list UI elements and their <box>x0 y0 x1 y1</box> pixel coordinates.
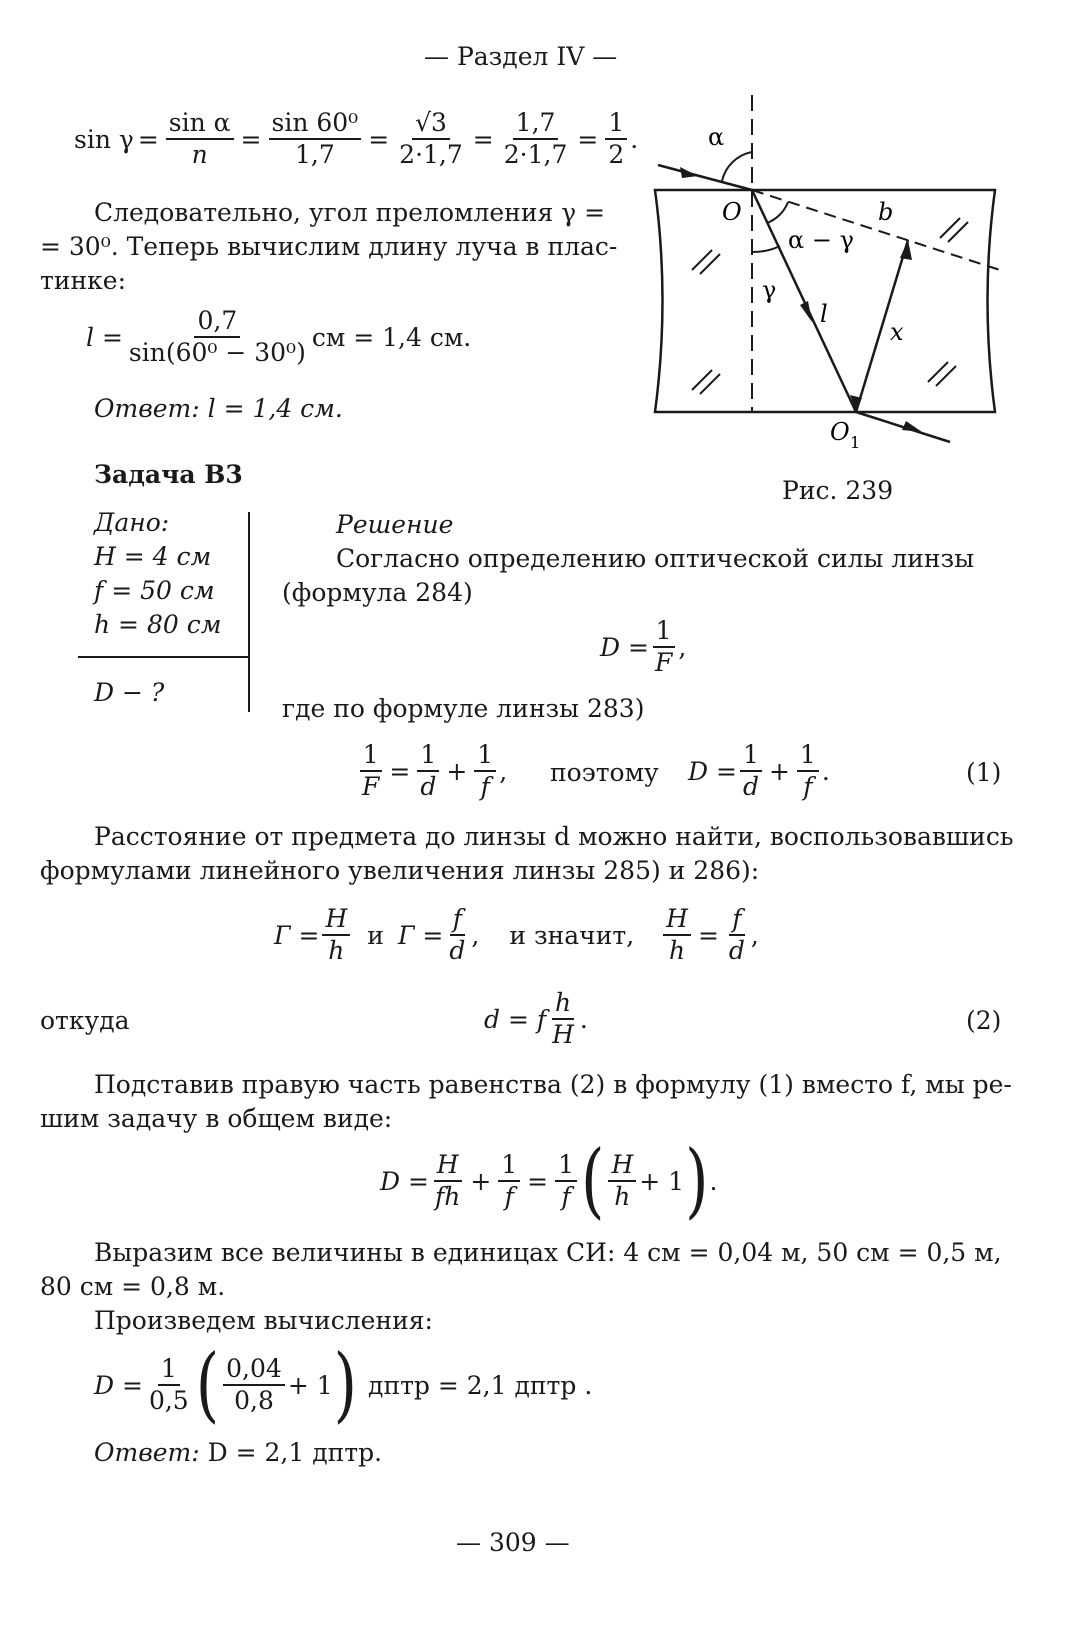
num: 1 <box>417 740 439 772</box>
text-line: (формула 284) <box>282 578 473 607</box>
den: n <box>191 140 208 169</box>
d-eq: d = f <box>484 1004 547 1034</box>
num: 1 <box>158 1354 180 1386</box>
text-line: Согласно определению оптической силы линзы <box>336 544 975 573</box>
lens-formula: $\frac{1}{F}$ = $\frac{1}{d}$ + $\frac{1}{f}$ , <box>356 740 507 802</box>
frac-half <box>605 108 627 170</box>
figure-caption: Рис. 239 <box>782 476 894 505</box>
frac-1-f <box>474 740 496 802</box>
solution-label: Решение <box>336 510 454 539</box>
num: h <box>552 988 574 1020</box>
num: H <box>322 904 350 936</box>
equation-number: (2) <box>966 1006 1002 1035</box>
frac-f-d <box>726 904 748 966</box>
frac-1-f <box>797 740 819 802</box>
answer-label: Ответ: <box>94 394 200 423</box>
den: 2·1,7 <box>399 140 463 169</box>
plus-one: + 1 <box>639 1166 685 1196</box>
num: H <box>608 1150 636 1182</box>
frac-1-d <box>417 740 439 802</box>
den: d <box>420 772 437 801</box>
den: sin(60⁰ − 30⁰) <box>128 338 306 367</box>
Gamma-eq: Г = <box>274 920 320 950</box>
angle-alpha-arc <box>722 152 752 181</box>
frac-f-d <box>446 904 468 966</box>
exit-ray <box>856 412 950 442</box>
frac-1-05 <box>146 1354 192 1416</box>
label-x: x <box>890 318 904 346</box>
sin-gamma-formula: sin γ = $\frac{\text{sin α}}{n}$ = $\frac{\text{sin 60⁰}}{1,7}$ = $\frac{√3}{2\cdot 1,7}$ = $\frac{1,7}{2\cdot 1,7}$ = $\frac{1}{2}$ . <box>74 108 639 169</box>
equation-number: (1) <box>966 758 1002 787</box>
answer-2 <box>94 1436 382 1470</box>
D-eq: D = <box>688 756 737 786</box>
page-number: — 309 — <box>456 1528 570 1557</box>
label-O1: O <box>830 418 850 446</box>
arrow-icon <box>902 421 922 432</box>
den: F <box>362 772 380 801</box>
num: √3 <box>412 108 450 140</box>
D-sum-formula: D = $\frac{1}{d}$ + $\frac{1}{f}$ . <box>688 740 830 801</box>
comma: , <box>678 632 687 662</box>
num: f <box>729 904 744 936</box>
magnification-formula: Г = $\frac{H}{h}$ и Г = $\frac{f}{d}$ , и значит, $\frac{H}{h}$ = $\frac{f}{d}$ , <box>274 904 759 965</box>
angle-alpha-gamma-arc <box>767 202 788 223</box>
text-line: Расстояние от предмета до линзы d можно найти, воспользовавшись <box>94 822 1014 851</box>
text-line: тинке: <box>40 266 126 295</box>
den: f <box>480 772 490 801</box>
den: 0,8 <box>234 1386 274 1415</box>
D-eq: D = <box>94 1370 143 1400</box>
calculation-formula: D = $\frac{1}{0,5}$ ( $\frac{0,04}{0,8}$ + 1 ) дптр = 2,1 дптр . <box>94 1337 593 1433</box>
sin-gamma: sin γ <box>74 124 134 154</box>
label-gamma: γ <box>762 276 777 304</box>
den: f <box>504 1182 514 1211</box>
num: 1 <box>653 616 675 648</box>
frac-h-H <box>549 988 577 1050</box>
l-formula <box>86 306 471 368</box>
calc-result: дптр = 2,1 дптр . <box>368 1370 593 1400</box>
given-item: f = 50 см <box>94 576 215 605</box>
given-vertical-divider <box>248 512 250 712</box>
den: h <box>614 1182 631 1211</box>
frac-H-fh <box>432 1150 463 1212</box>
text-line: формулами линейного увеличения линзы 285) и 286): <box>40 856 760 885</box>
num: f <box>450 904 465 936</box>
num: 1 <box>474 740 496 772</box>
given-item: H = 4 см <box>94 542 212 571</box>
frac-1-f <box>555 1150 577 1212</box>
given-divider <box>78 656 250 658</box>
l-right: см = 1,4 см. <box>311 322 472 352</box>
label-l: l <box>820 300 828 328</box>
den: h <box>328 936 345 965</box>
l-left: l = <box>86 322 123 352</box>
label-b: b <box>878 198 894 226</box>
text-line: Следовательно, угол преломления γ = <box>94 198 606 227</box>
label-O1-sub: 1 <box>850 433 861 452</box>
d-formula: d = f $\frac{h}{H}$ . <box>484 988 588 1049</box>
num: 1 <box>555 1150 577 1182</box>
text-line: = 30⁰. Теперь вычислим длину луча в плас- <box>40 232 618 261</box>
num: 1 <box>605 108 627 140</box>
answer-label: Ответ: <box>94 1438 200 1467</box>
whence-label: откуда <box>40 1006 130 1035</box>
therefore-label: поэтому <box>550 758 659 787</box>
frac-004-08 <box>223 1354 285 1416</box>
incident-ray <box>658 165 752 190</box>
frac-1-F <box>652 616 675 678</box>
num: H <box>663 904 691 936</box>
D-def-formula <box>600 616 686 678</box>
den: d <box>728 936 745 965</box>
task-title: Задача В3 <box>94 460 243 489</box>
and-label: и <box>367 920 384 950</box>
label-alpha-gamma: α − γ <box>788 226 854 254</box>
frac-H-h <box>663 904 691 966</box>
frac-1-f <box>498 1150 520 1212</box>
text-line: Подставив правую часть равенства (2) в формулу (1) вместо f, мы ре- <box>94 1070 1012 1099</box>
label-alpha: α <box>708 123 725 151</box>
den: 2·1,7 <box>503 140 568 169</box>
text-line: Произведем вычисления: <box>94 1306 433 1335</box>
den: fh <box>434 1182 461 1211</box>
den: f <box>561 1182 571 1211</box>
angle-gamma-arc <box>752 246 780 252</box>
den: f <box>803 772 813 801</box>
given-label: Дано: <box>94 508 170 537</box>
den: 1,7 <box>294 140 335 169</box>
num: H <box>434 1150 462 1182</box>
den: d <box>449 936 466 965</box>
answer-1 <box>94 392 343 426</box>
label-O: O <box>722 198 742 226</box>
num: 1 <box>360 740 382 772</box>
frac-H-h <box>608 1150 636 1212</box>
answer-value: D = 2,1 дптр. <box>207 1438 383 1467</box>
num: 1,7 <box>513 108 559 140</box>
num: sin 60⁰ <box>269 108 362 140</box>
num: 1 <box>740 740 762 772</box>
text-line: Выразим все величины в единицах СИ: 4 см = 0,04 м, 50 см = 0,5 м, <box>94 1238 1002 1267</box>
num: 0,04 <box>223 1354 285 1386</box>
frac-sin60 <box>269 108 362 170</box>
den: d <box>742 772 759 801</box>
refraction-diagram <box>640 90 1020 470</box>
frac-1-d <box>740 740 762 802</box>
text-line: 80 см = 0,8 м. <box>40 1272 226 1301</box>
answer-value: l = 1,4 см. <box>207 394 343 423</box>
den: F <box>654 648 673 677</box>
frac-H-h <box>322 904 350 966</box>
D-eq: D = <box>380 1166 429 1196</box>
den: 0,5 <box>148 1386 189 1415</box>
general-formula: D = $\frac{H}{fh}$ + $\frac{1}{f}$ = $\frac{1}{f}$ ( $\frac{H}{h}$ + 1 ) . <box>380 1133 718 1229</box>
and-thus-label: и значит, <box>509 920 635 950</box>
num: sin α <box>166 108 234 140</box>
Gamma-eq: Г = <box>397 920 444 950</box>
plus-one: + 1 <box>287 1370 333 1400</box>
den: h <box>668 936 686 965</box>
text-line: где по формуле линзы 283) <box>282 694 645 723</box>
den: 2 <box>608 140 625 169</box>
frac-17 <box>501 108 571 170</box>
given-item: h = 80 см <box>94 610 222 639</box>
frac-sqrt3 <box>396 108 466 170</box>
frac-sina-n <box>166 108 234 170</box>
arrow-icon <box>680 167 698 178</box>
frac-l <box>126 306 309 368</box>
num: 0,7 <box>194 306 240 338</box>
D-eq: D = <box>600 632 649 662</box>
den: H <box>552 1020 574 1049</box>
num: 1 <box>498 1150 520 1182</box>
frac-1-F <box>359 740 382 802</box>
num: 1 <box>797 740 819 772</box>
find-item: D − ? <box>94 678 165 707</box>
text-line: шим задачу в общем виде: <box>40 1104 393 1133</box>
section-header: — Раздел IV — <box>424 42 618 71</box>
